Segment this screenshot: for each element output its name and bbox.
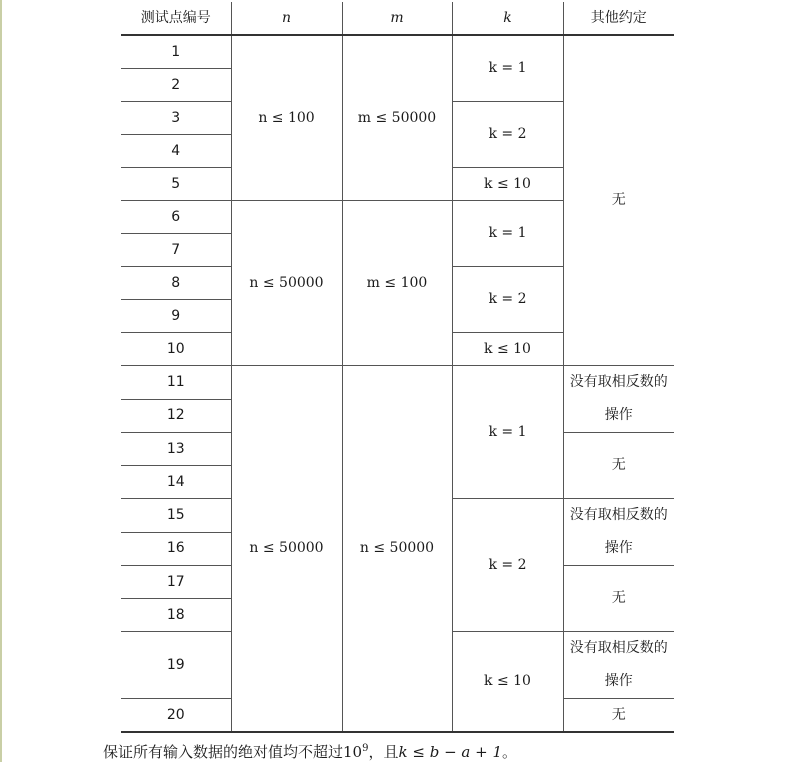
header-n: n: [231, 2, 342, 35]
testcase-number: 9: [121, 300, 231, 333]
note-text-mid: ，且: [368, 743, 399, 761]
k-constraint: k = 2: [452, 267, 563, 333]
header-other: 其他约定: [563, 2, 674, 35]
header-m: m: [342, 2, 452, 35]
k-constraint: k = 1: [452, 366, 563, 499]
testcase-number: 16: [121, 532, 231, 566]
testcase-number: 5: [121, 168, 231, 201]
other-constraint: 没有取相反数的操作: [563, 366, 674, 433]
n-constraint: n ≤ 100: [231, 35, 342, 201]
note-formula: k ≤ b − a + 1: [398, 743, 502, 761]
k-constraint: k = 2: [452, 102, 563, 168]
m-constraint: n ≤ 50000: [342, 366, 452, 733]
other-constraint: 没有取相反数的操作: [563, 632, 674, 699]
header-k: k: [452, 2, 563, 35]
testcase-number: 12: [121, 399, 231, 433]
n-constraint: n ≤ 50000: [231, 201, 342, 366]
testcase-number: 13: [121, 433, 231, 466]
page-margin-rule: [0, 0, 2, 762]
k-constraint: k = 1: [452, 35, 563, 102]
other-constraint: 没有取相反数的操作: [563, 499, 674, 566]
m-constraint: m ≤ 100: [342, 201, 452, 366]
testcase-number: 18: [121, 599, 231, 632]
testcase-number: 19: [121, 632, 231, 699]
testcase-number: 11: [121, 366, 231, 400]
m-constraint: m ≤ 50000: [342, 35, 452, 201]
other-constraint: 无: [563, 433, 674, 499]
other-constraint: 无: [563, 699, 674, 733]
subtask-table: [121, 2, 674, 733]
testcase-number: 10: [121, 333, 231, 366]
other-constraint: 无: [563, 566, 674, 632]
testcase-number: 7: [121, 234, 231, 267]
k-constraint: k ≤ 10: [452, 632, 563, 733]
testcase-number: 8: [121, 267, 231, 300]
table-row: [121, 366, 674, 400]
testcase-number: 20: [121, 699, 231, 733]
testcase-number: 15: [121, 499, 231, 533]
header-testcase: 测试点编号: [121, 2, 231, 35]
note-power-base: 10: [343, 743, 363, 761]
constraint-note: [103, 741, 517, 762]
testcase-number: 4: [121, 135, 231, 168]
other-constraint: 无: [563, 35, 674, 366]
table-row: [121, 35, 674, 69]
note-text-prefix: 保证所有输入数据的绝对值均不超过: [103, 743, 344, 761]
k-constraint: k = 1: [452, 201, 563, 267]
table-header-row: [121, 2, 674, 35]
testcase-number: 1: [121, 35, 231, 69]
note-power-exponent: 9: [362, 743, 369, 754]
testcase-number: 17: [121, 566, 231, 599]
k-constraint: k ≤ 10: [452, 333, 563, 366]
testcase-number: 6: [121, 201, 231, 234]
testcase-number: 3: [121, 102, 231, 135]
note-text-suffix: 。: [502, 743, 518, 761]
n-constraint: n ≤ 50000: [231, 366, 342, 733]
k-constraint: k ≤ 10: [452, 168, 563, 201]
testcase-number: 2: [121, 69, 231, 102]
k-constraint: k = 2: [452, 499, 563, 632]
testcase-number: 14: [121, 466, 231, 499]
